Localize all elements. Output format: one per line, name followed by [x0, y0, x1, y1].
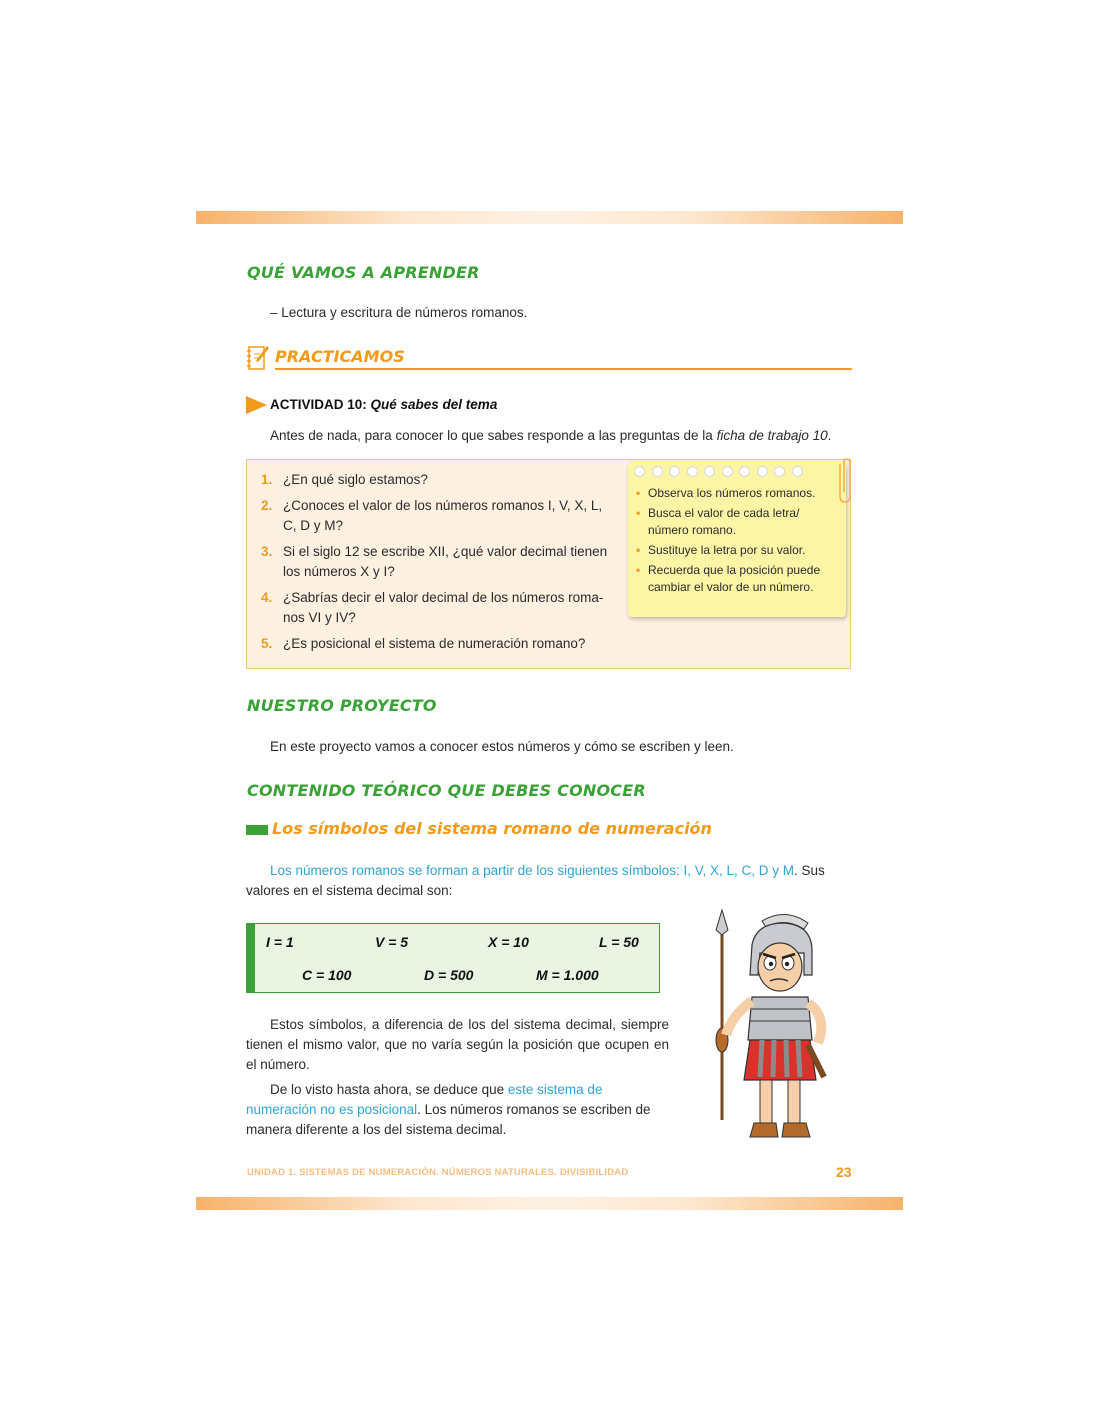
question-item: 2. ¿Conoces el valor de los números romanos I, V, X, L, C, D y M?	[261, 498, 603, 533]
symbol-v: V = 5	[375, 934, 409, 950]
question-item: 4. ¿Sabrías decir el valor decimal de los números roma-nos VI y IV?	[261, 590, 604, 625]
tips-list	[634, 485, 834, 599]
question-item: 3. Si el siglo 12 se escribe XII, ¿qué valor decimal tienen los números X y I?	[261, 544, 608, 579]
learning-item: – Lectura y escritura de números romanos.	[270, 305, 528, 320]
paragraph-symbols-value: Estos símbolos, a diferencia de los del sistema decimal, siempre tienen el mismo valor, que no varía según la posición que ocupen en el número.	[246, 1017, 669, 1072]
notebook-rings	[634, 466, 803, 477]
practicamos-title: PRACTICAMOS	[275, 347, 405, 366]
tip-item: • Observa los números romanos.	[634, 485, 834, 502]
subtitle-marker	[246, 825, 268, 835]
symbol-i: I = 1	[266, 934, 294, 950]
symbols-intro: Los números romanos se forman a partir de los siguientes símbolos: I, V, X, L, C, D y M. Sus valores en el sistema decimal son:	[246, 863, 825, 898]
section-title-proyecto: NUESTRO PROYECTO	[247, 696, 437, 715]
activity-intro: Antes de nada, para conocer lo que sabes responde a las preguntas de la ficha de trabajo 10.	[270, 428, 832, 443]
questions-box	[246, 459, 851, 669]
questions-list	[261, 470, 611, 660]
tip-item: • Recuerda que la posición puede cambiar el valor de un número.	[634, 562, 834, 596]
arrow-right-icon	[246, 396, 267, 414]
symbol-l: L = 50	[599, 934, 639, 950]
question-item: 5. ¿Es posicional el sistema de numeración romano?	[261, 636, 586, 651]
bottom-decor-band	[196, 1197, 903, 1210]
roman-soldier-illustration	[700, 905, 835, 1150]
tip-item: • Busca el valor de cada letra/ número romano.	[634, 505, 834, 539]
tips-sticky-note	[628, 462, 846, 617]
symbol-m: M = 1.000	[536, 967, 599, 983]
activity-title: ACTIVIDAD 10: Qué sabes del tema	[270, 397, 498, 412]
top-decor-band	[196, 211, 903, 224]
paragraph-not-positional: De lo visto hasta ahora, se deduce que este sistema de numeración no es posicional. Los números romanos se escriben de manera diferente a los del sistema decimal.	[246, 1082, 651, 1137]
section-title-contenido: CONTENIDO TEÓRICO QUE DEBES CONOCER	[247, 781, 646, 800]
practicamos-underline	[275, 368, 852, 370]
question-item: 1. ¿En qué siglo estamos?	[261, 472, 428, 487]
symbol-x: X = 10	[488, 934, 529, 950]
symbols-box	[246, 923, 660, 993]
page-number: 23	[836, 1164, 852, 1180]
subtitle-simbolos: Los símbolos del sistema romano de numeración	[272, 819, 712, 838]
footer-unit: UNIDAD 1. SISTEMAS DE NUMERACIÓN. NÚMEROS NATURALES. DIVISIBILIDAD	[247, 1167, 629, 1178]
tip-item: • Sustituye la letra por su valor.	[634, 542, 834, 559]
section-title-que-vamos: QUÉ VAMOS A APRENDER	[247, 263, 480, 282]
symbol-d: D = 500	[424, 967, 474, 983]
proyecto-text: En este proyecto vamos a conocer estos números y cómo se escriben y leen.	[270, 739, 734, 754]
symbols-box-stripe	[247, 924, 255, 992]
notebook-pencil-icon	[246, 344, 270, 372]
paperclip-icon	[836, 458, 852, 504]
symbol-c: C = 100	[302, 967, 352, 983]
